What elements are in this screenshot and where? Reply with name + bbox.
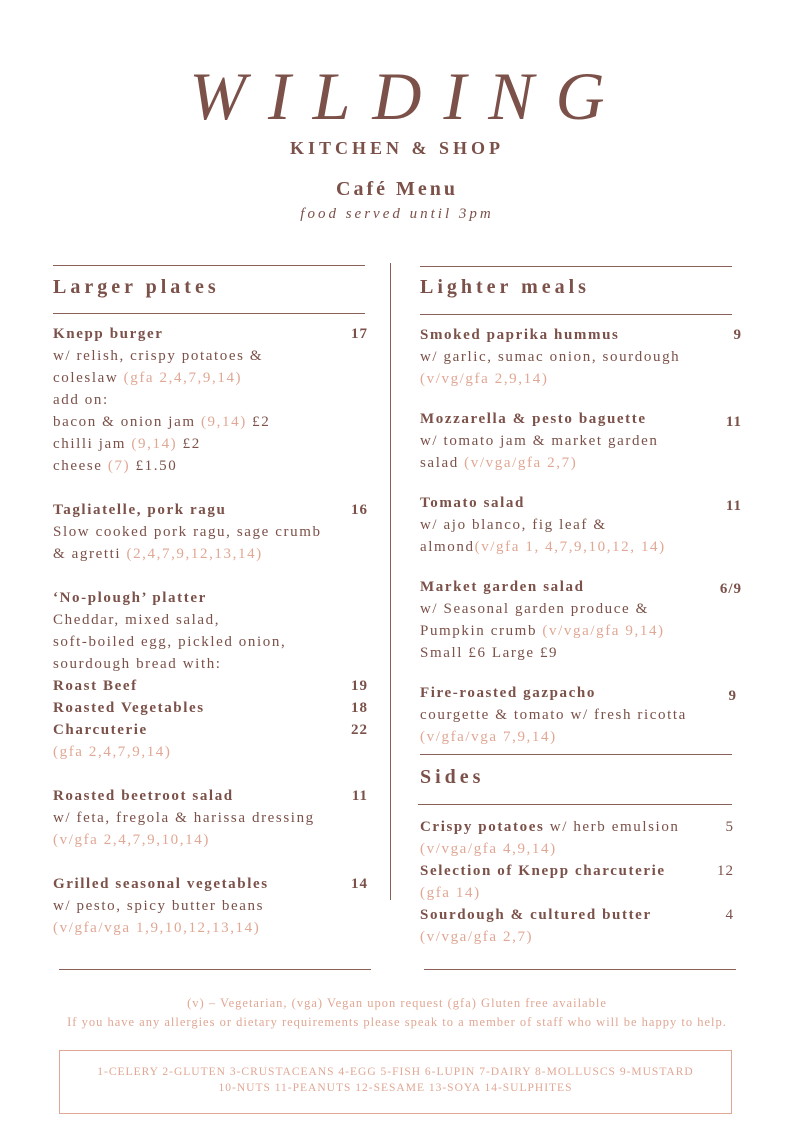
item-price: 11 — [725, 414, 742, 430]
item-description: w/ garlic, sumac onion, sourdough — [420, 349, 681, 365]
left-bottom-rule — [59, 969, 371, 970]
item-price: 5 — [725, 819, 734, 835]
item-description: w/ tomato jam & market garden — [420, 433, 659, 449]
item-description: Cheddar, mixed salad, — [53, 612, 221, 628]
item-size-prices: Small £6 Large £9 — [420, 645, 559, 661]
right-top-rule — [420, 266, 732, 267]
item-price: 17 — [351, 326, 368, 342]
item-price: 18 — [351, 700, 368, 716]
allergen-legend-line: 10-NUTS 11-PEANUTS 12-SESAME 13-SOYA 14-SULPHITES — [218, 1082, 573, 1094]
item-description: almond(v/gfa 1, 4,7,9,10,12, 14) — [420, 539, 666, 555]
left-heading-rule — [53, 313, 365, 314]
item-price: 11 — [351, 788, 368, 804]
item-description: w/ ajo blanco, fig leaf & — [420, 517, 607, 533]
item-description: w/ relish, crispy potatoes & — [53, 348, 264, 364]
sides-heading-rule — [418, 804, 732, 805]
menu-title: Café Menu — [336, 178, 458, 200]
item-name-smoked-paprika-hummus: Smoked paprika hummus — [420, 327, 620, 343]
item-description: soft-boiled egg, pickled onion, — [53, 634, 287, 650]
sides-top-rule — [420, 754, 732, 755]
brand-subtitle: KITCHEN & SHOP — [289, 138, 505, 158]
item-description: Pumpkin crumb (v/vga/gfa 9,14) — [420, 623, 665, 639]
item-name-knepp-burger: Knepp burger — [53, 326, 164, 342]
item-name-no-plough-platter: ‘No-plough’ platter — [53, 590, 207, 606]
allergen-code: (v/gfa/vga 7,9,14) — [420, 729, 557, 745]
item-price: 16 — [351, 502, 368, 518]
allergen-code: (v/vga/gfa 4,9,14) — [420, 841, 557, 857]
item-description: salad (v/vga/gfa 2,7) — [420, 455, 578, 471]
item-price: 6/9 — [719, 581, 742, 597]
right-heading-rule — [420, 314, 732, 315]
dietary-key: (v) – Vegetarian, (vga) Vegan upon request (gfa) Gluten free available — [187, 996, 607, 1010]
item-description: w/ Seasonal garden produce & — [420, 601, 649, 617]
item-name-market-garden-salad: Market garden salad — [420, 579, 585, 595]
right-bottom-rule — [424, 969, 736, 970]
item-price: 9 — [733, 327, 742, 343]
left-top-rule — [53, 265, 365, 266]
allergy-notice: If you have any allergies or dietary requirements please speak to a member of staff who will be happy to help. — [67, 1015, 727, 1029]
allergen-code: (v/vg/gfa 2,9,14) — [420, 371, 549, 387]
item-description: Slow cooked pork ragu, sage crumb — [53, 524, 322, 540]
item-price: 9 — [728, 688, 737, 704]
allergen-code: (v/vga/gfa 2,7) — [420, 929, 534, 945]
item-price: 11 — [725, 498, 742, 514]
addon-item: chilli jam (9,14) £2 — [53, 436, 201, 452]
allergen-code: (v/gfa/vga 1,9,10,12,13,14) — [53, 920, 261, 936]
item-name-roasted-beetroot-salad: Roasted beetroot salad — [53, 788, 234, 804]
item-price: 19 — [351, 678, 368, 694]
item-description: w/ pesto, spicy butter beans — [53, 898, 265, 914]
item-price: 22 — [351, 722, 368, 738]
brand-logo: WILDING — [189, 58, 627, 134]
section-heading-sides: Sides — [420, 766, 485, 788]
platter-option-charcuterie: Charcuterie — [53, 722, 148, 738]
item-price: 12 — [717, 863, 734, 879]
item-description: & agretti (2,4,7,9,12,13,14) — [53, 546, 263, 562]
item-price: 14 — [351, 876, 368, 892]
platter-option-roast-beef: Roast Beef — [53, 678, 138, 694]
addon-label: add on: — [53, 392, 109, 408]
allergen-code: (gfa 14) — [420, 885, 481, 901]
section-heading-larger-plates: Larger plates — [53, 276, 220, 298]
allergen-code: (gfa 2,4,7,9,14) — [123, 370, 243, 386]
section-heading-lighter-meals: Lighter meals — [420, 276, 590, 298]
item-name-mozzarella-pesto-baguette: Mozzarella & pesto baguette — [420, 411, 647, 427]
item-name-fire-roasted-gazpacho: Fire-roasted gazpacho — [420, 685, 596, 701]
item-name-grilled-seasonal-vegetables: Grilled seasonal vegetables — [53, 876, 269, 892]
column-divider — [390, 263, 391, 900]
item-description: sourdough bread with: — [53, 656, 222, 672]
item-description: coleslaw (gfa 2,4,7,9,14) — [53, 370, 243, 386]
side-item-sourdough-butter: Sourdough & cultured butter — [420, 907, 652, 923]
side-item-crispy-potatoes: Crispy potatoes w/ herb emulsion — [420, 819, 680, 835]
allergen-legend-line: 1-CELERY 2-GLUTEN 3-CRUSTACEANS 4-EGG 5-FISH 6-LUPIN 7-DAIRY 8-MOLLUSCS 9-MUSTARD — [97, 1066, 694, 1078]
item-description: courgette & tomato w/ fresh ricotta — [420, 707, 687, 723]
menu-tagline: food served until 3pm — [300, 206, 494, 222]
addon-item: cheese (7) £1.50 — [53, 458, 178, 474]
item-price: 4 — [725, 907, 734, 923]
addon-item: bacon & onion jam (9,14) £2 — [53, 414, 271, 430]
item-name-tagliatelle: Tagliatelle, pork ragu — [53, 502, 227, 518]
side-item-knepp-charcuterie: Selection of Knepp charcuterie — [420, 863, 666, 879]
allergen-code: (gfa 2,4,7,9,14) — [53, 744, 172, 760]
platter-option-roasted-vegetables: Roasted Vegetables — [53, 700, 205, 716]
item-name-tomato-salad: Tomato salad — [420, 495, 525, 511]
allergen-code: (v/gfa 2,4,7,9,10,14) — [53, 832, 210, 848]
item-description: w/ feta, fregola & harissa dressing — [53, 810, 315, 826]
